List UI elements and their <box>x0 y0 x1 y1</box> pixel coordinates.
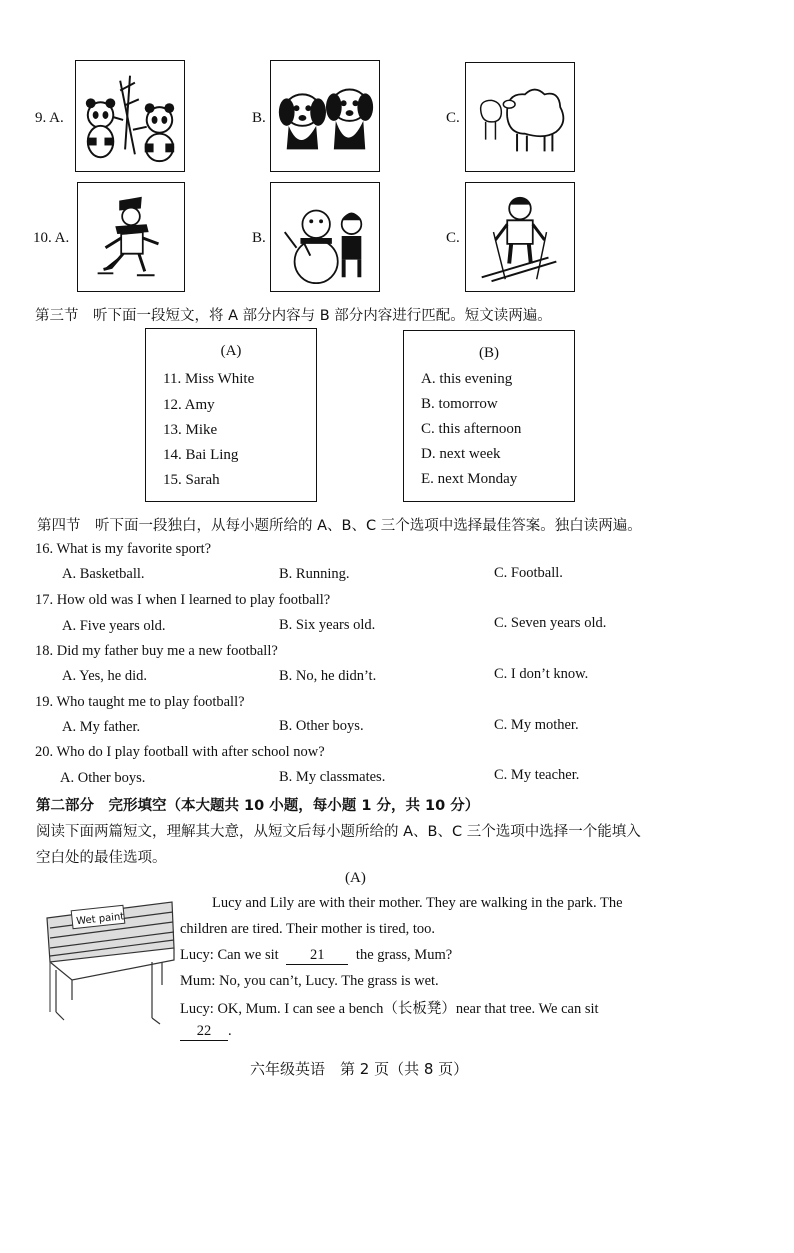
option-a: A. Five years old. <box>62 618 166 634</box>
option-c: C. Seven years old. <box>494 615 607 631</box>
option-b: B. Running. <box>279 566 350 582</box>
page-footer: 六年级英语 第 2 页（共 8 页） <box>250 1060 469 1078</box>
section4-title: 第四节 听下面一段独白，从每小题所给的 A、B、C 三个选项中选择最佳答案。独白读两遍。 <box>37 518 642 534</box>
passage-line-3-pre: Lucy: Can we sit <box>180 947 279 963</box>
snowman-picture <box>270 182 380 292</box>
question-16: 16. What is my favorite sport? <box>35 541 212 557</box>
part2-instruction-cont: 空白处的最佳选项。 <box>36 850 167 866</box>
blank-21[interactable]: 21 <box>286 947 348 965</box>
part2-instruction: 阅读下面两篇短文，理解其大意，从短文后每小题所给的 A、B、C 三个选项中选择一个能填入 <box>36 824 641 840</box>
match-b-item: E. next Monday <box>421 471 518 487</box>
match-a-item: 15. Sarah <box>163 472 220 488</box>
passage-line-3 <box>180 947 452 965</box>
match-b-item: D. next week <box>421 446 501 462</box>
sheep-picture <box>465 62 575 172</box>
match-b-header: (B) <box>479 345 499 361</box>
match-a-item: 14. Bai Ling <box>163 447 239 463</box>
skiing-picture <box>465 182 575 292</box>
match-b-item: B. tomorrow <box>421 396 498 412</box>
option-a: A. Other boys. <box>60 770 146 786</box>
option-c: C. Football. <box>494 565 563 581</box>
match-a-header: (A) <box>220 343 242 359</box>
passage-line-3-post: the grass, Mum? <box>355 947 453 963</box>
option-b: B. Other boys. <box>279 718 364 734</box>
section3-title: 第三节 听下面一段短文，将 A 部分内容与 B 部分内容进行匹配。短文读两遍。 <box>35 308 552 324</box>
option-b: B. No, he didn’t. <box>279 668 377 684</box>
passage-line-2: children are tired. Their mother is tired, too. <box>180 921 436 937</box>
match-a-item: 12. Amy <box>163 397 215 413</box>
option-c: C. My teacher. <box>494 767 580 783</box>
q9-label-b: B. <box>252 110 266 126</box>
option-b: B. My classmates. <box>279 769 386 785</box>
option-a: A. Yes, he did. <box>62 668 147 684</box>
q10-label-c: C. <box>446 230 460 246</box>
q10-label-a: 10. A. <box>33 230 70 246</box>
pandas-picture <box>75 60 185 172</box>
q9-label-c: C. <box>446 110 460 126</box>
q10-label-b: B. <box>252 230 266 246</box>
passage-line-6 <box>180 1023 232 1041</box>
q9-label-a: 9. A. <box>35 110 64 126</box>
wet-paint-sign: Wet paint <box>75 911 125 928</box>
passage-line-4: Mum: No, you can’t, Lucy. The grass is wet. <box>180 973 439 989</box>
passage-a-header: (A) <box>345 870 366 886</box>
option-b: B. Six years old. <box>279 617 376 633</box>
option-c: C. I don’t know. <box>494 666 589 682</box>
puppies-picture <box>270 60 380 172</box>
match-box-a <box>145 328 317 502</box>
option-c: C. My mother. <box>494 717 579 733</box>
blank-22[interactable]: 22 <box>180 1023 228 1041</box>
question-19: 19. Who taught me to play football? <box>35 694 245 710</box>
passage-line-6-post: . <box>228 1023 232 1039</box>
passage-line-5: Lucy: OK, Mum. I can see a bench（长板凳）near that tree. We can sit <box>180 1001 599 1017</box>
match-box-b <box>403 330 575 502</box>
match-a-item: 11. Miss White <box>163 371 255 387</box>
question-18: 18. Did my father buy me a new football? <box>35 643 278 659</box>
part2-title: 第二部分 完形填空（本大题共 10 小题，每小题 1 分，共 10 分） <box>36 798 480 814</box>
question-20: 20. Who do I play football with after school now? <box>35 744 325 760</box>
passage-line-1: Lucy and Lily are with their mother. They are walking in the park. The <box>212 895 623 911</box>
match-b-item: C. this afternoon <box>421 421 522 437</box>
ice-skating-picture <box>77 182 185 292</box>
match-a-item: 13. Mike <box>163 422 218 438</box>
option-a: A. Basketball. <box>62 566 145 582</box>
question-17: 17. How old was I when I learned to play football? <box>35 592 331 608</box>
match-b-item: A. this evening <box>421 371 513 387</box>
option-a: A. My father. <box>62 719 141 735</box>
bench-picture <box>42 900 177 1030</box>
